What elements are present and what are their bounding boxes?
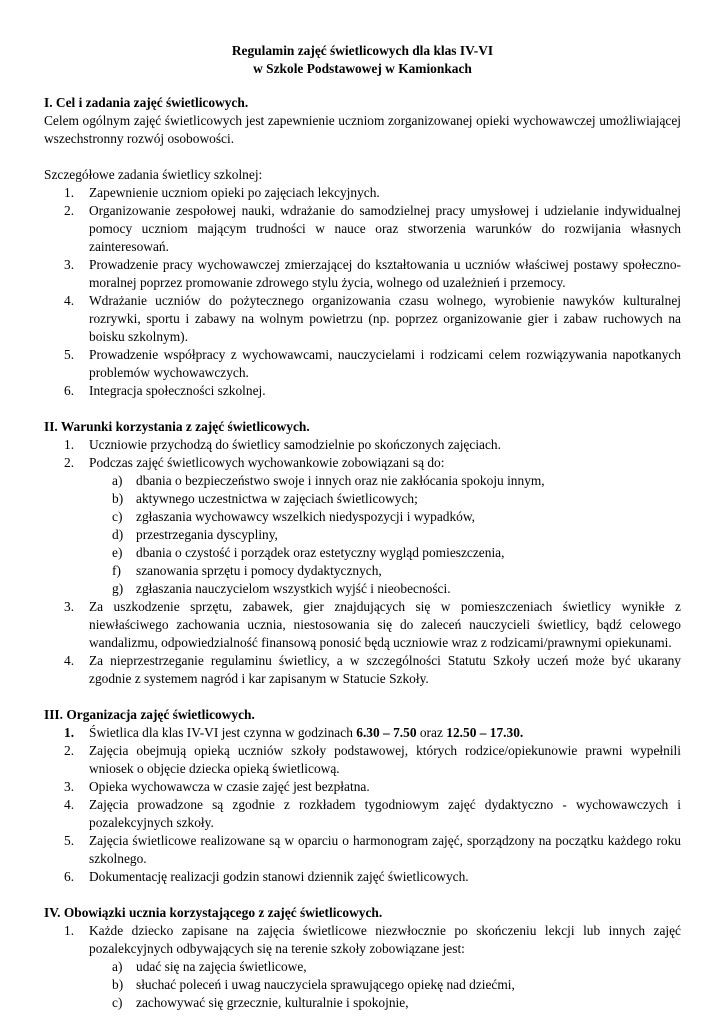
section-3-list — [44, 724, 681, 886]
list-item: 4. Zajęcia prowadzone są zgodnie z rozkładem tygodniowym zajęć dydaktyczno - wychowawczych i pozalekcyjnych szkoły. — [64, 797, 681, 830]
section-4 — [44, 904, 681, 1012]
section-3-heading: III. Organizacja zajęć świetlicowych. — [44, 707, 255, 722]
sub-item: d) przestrzegania dyscypliny, — [112, 527, 278, 542]
section-2 — [44, 418, 681, 688]
section-3 — [44, 706, 681, 886]
list-item: 5. Zajęcia świetlicowe realizowane są w oparciu o harmonogram zajęć, sporządzony na początku każdego roku szkolnego. — [64, 833, 681, 866]
list-item: 1. Zapewnienie uczniom opieki po zajęciach lekcyjnych. — [64, 185, 380, 200]
list-item: 1. Każde dziecko zapisane na zajęcia świetlicowe niezwłocznie po skończeniu lekcji lub innych zajęć pozalekcyjnych odbywających się na terenie szkoły zobowiązane jest: — [64, 923, 681, 956]
opening-hours-morning: 6.30 – 7.50 — [356, 725, 417, 740]
sub-item: e) dbania o czystość i porządek oraz estetyczny wygląd pomieszczenia, — [112, 545, 505, 560]
sub-item: b) słuchać poleceń i uwag nauczyciela sprawującego opiekę nad dziećmi, — [112, 977, 515, 992]
title-line-1: Regulamin zajęć świetlicowych dla klas IV-VI — [231, 43, 494, 58]
sub-item: c) zgłaszania wychowawcy wszelkich niedyspozycji i wypadków, — [112, 509, 475, 524]
title-line-2: w Szkole Podstawowej w Kamionkach — [253, 61, 472, 76]
section-2-heading: II. Warunki korzystania z zajęć świetlicowych. — [44, 419, 310, 434]
sub-item: a) udać się na zajęcia świetlicowe, — [112, 959, 307, 974]
list-item: 5. Prowadzenie współpracy z wychowawcami, nauczycielami i rodzicami celem rozwiązywania napotkanych problemów wychowawczych. — [64, 347, 681, 380]
list-item: 1. Świetlica dla klas IV-VI jest czynna w godzinach 6.30 – 7.50 oraz 12.50 – 17.30. — [64, 725, 524, 740]
list-item: 3. Za uszkodzenie sprzętu, zabawek, gier znajdujących się w pomieszczeniach świetlicy wynikłe z niewłaściwego zachowania ucznia, niestosowania się do zaleceń nauczycieli świetlicy, bądź celowego wandalizmu, odpowiedzialność finansową ponosić będą uczniowie wraz z rodzicami/prawnymi opiekunami. — [64, 599, 681, 650]
section-4-heading: IV. Obowiązki ucznia korzystającego z zajęć świetlicowych. — [44, 905, 383, 920]
list-item: 2. Organizowanie zespołowej nauki, wdrażanie do samodzielnej pracy umysłowej i udzielanie indywidualnej pomocy uczniom mającym trudności w nauce oraz stworzenia warunków do rozwijania własnych zainteresowań. — [64, 203, 681, 254]
section-4-list — [44, 922, 681, 1012]
list-item: 4. Wdrażanie uczniów do pożytecznego organizowania czasu wolnego, wyrobienie nawyków kulturalnej rozrywki, sportu i zabawy na wolnym powietrzu (np. poprzez organizowanie gier i zabaw ruchowych na boisku szkolnym). — [64, 293, 681, 344]
list-item: 3. Prowadzenie pracy wychowawczej zmierzającej do kształtowania u uczniów właściwej postawy społeczno-moralnej poprzez promowanie zdrowego stylu życia, wolnego od uzależnień i przemocy. — [64, 257, 681, 290]
section-1-intro: Celem ogólnym zajęć świetlicowych jest zapewnienie uczniom zorganizowanej opieki wychowawczej umożliwiającej wszechstronny rozwój osobowości. — [44, 113, 681, 146]
list-item: 2. Zajęcia obejmują opieką uczniów szkoły podstawowej, których rodzice/opiekunowie prawni wypełnili wniosek o objęcie dziecka opieką świetlicową. — [64, 743, 681, 776]
document-title — [44, 42, 681, 78]
sub-item: f) szanowania sprzętu i pomocy dydaktycznych, — [112, 563, 382, 578]
sub-item: a) dbania o bezpieczeństwo swoje i innych oraz nie zakłócania spokoju innym, — [112, 473, 545, 488]
section-1 — [44, 94, 681, 400]
sub-item: g) zgłaszania nauczycielom wszystkich wyjść i nieobecności. — [112, 581, 451, 596]
list-item: 6. Integracja społeczności szkolnej. — [64, 383, 266, 398]
list-item: 6. Dokumentację realizacji godzin stanowi dziennik zajęć świetlicowych. — [64, 869, 469, 884]
sub-item: b) aktywnego uczestnictwa w zajęciach świetlicowych; — [112, 491, 418, 506]
sub-item: c) zachowywać się grzecznie, kulturalnie i spokojnie, — [112, 995, 409, 1010]
section-1-heading: I. Cel i zadania zajęć świetlicowych. — [44, 95, 249, 110]
section-1-lead: Szczegółowe zadania świetlicy szkolnej: — [44, 167, 263, 182]
list-item: 3. Opieka wychowawcza w czasie zajęć jest bezpłatna. — [64, 779, 370, 794]
list-item: 4. Za nieprzestrzeganie regulaminu świetlicy, a w szczególności Statutu Szkoły uczeń może być ukarany zgodnie z systemem nagród i kar zapisanym w Statucie Szkoły. — [64, 653, 681, 686]
opening-hours-afternoon: 12.50 – 17.30. — [446, 725, 524, 740]
list-item: 2. Podczas zajęć świetlicowych wychowankowie zobowiązani są do: — [64, 455, 445, 470]
list-item: 1. Uczniowie przychodzą do świetlicy samodzielnie po skończonych zajęciach. — [64, 437, 501, 452]
section-1-list — [44, 184, 681, 400]
section-2-list — [44, 436, 681, 688]
